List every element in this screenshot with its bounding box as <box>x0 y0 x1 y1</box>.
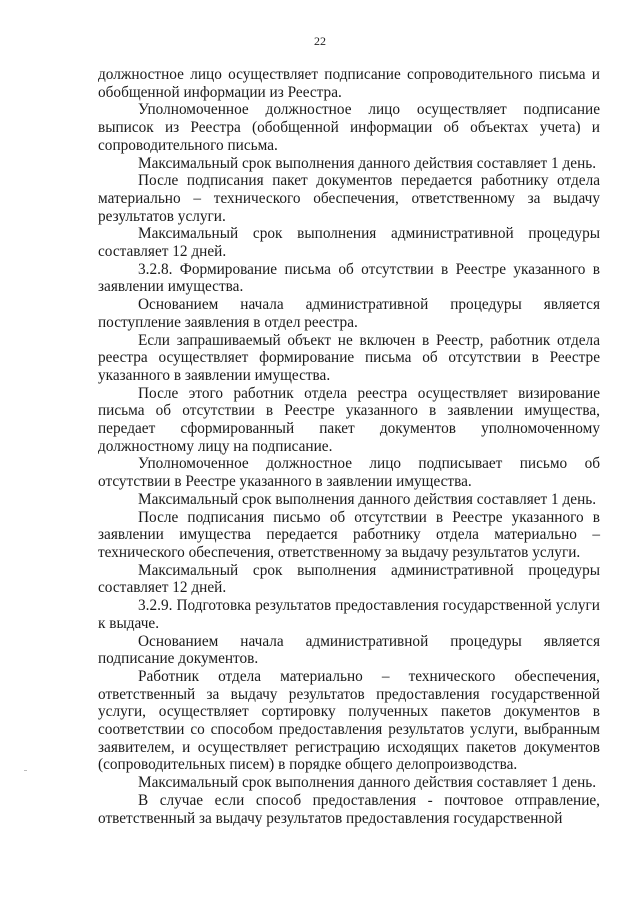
document-body <box>98 66 600 827</box>
page-number: 22 <box>314 34 326 48</box>
paragraph: Максимальный срок выполнения данного действия составляет 1 день. <box>138 490 597 508</box>
paragraph: После подписания письмо об отсутствии в Реестре указанного в заявлении имущества передается работнику отдела материально – технического обеспечения, ответственному за выдачу результатов услуги. <box>98 508 600 561</box>
paragraph: должностное лицо осуществляет подписание сопроводительного письма и обобщенной информации из Реестра. <box>98 66 600 101</box>
paragraph: Максимальный срок выполнения административной процедуры составляет 12 дней. <box>98 561 600 597</box>
paragraph: Уполномоченное должностное лицо осуществляет подписание выписок из Реестра (обобщенной информации об объектах учета) и сопроводительного письма. <box>98 101 600 154</box>
paragraph: После подписания пакет документов передается работнику отдела материально – технического обеспечения, ответственному за выдачу результатов услуги. <box>98 172 600 225</box>
paragraph: Если запрашиваемый объект не включен в Реестр, работник отдела реестра осуществляет формирование письма об отсутствии в Реестре указанного в заявлении имущества. <box>98 331 600 384</box>
section-heading-3-2-8: 3.2.8. Формирование письма об отсутствии в Реестре указанного в заявлении имущества. <box>98 260 600 296</box>
paragraph: Максимальный срок выполнения данного действия составляет 1 день. <box>138 774 597 792</box>
paragraph: После этого работник отдела реестра осуществляет визирование письма об отсутствии в Реестре указанного в заявлении имущества, передает сформированный пакет документов уполномоченному должностному лицу на подписание. <box>98 384 600 455</box>
paragraph: Основанием начала административной процедуры является подписание документов. <box>98 632 600 668</box>
paragraph: Уполномоченное должностное лицо подписывает письмо об отсутствии в Реестре указанного в заявлении имущества. <box>98 455 600 491</box>
section-heading-3-2-9: 3.2.9. Подготовка результатов предоставления государственной услуги к выдаче. <box>98 597 600 632</box>
scan-margin-mark <box>24 770 27 771</box>
paragraph: Основанием начала административной процедуры является поступление заявления в отдел реестра. <box>98 296 600 331</box>
paragraph: Максимальный срок выполнения данного действия составляет 1 день. <box>138 154 597 172</box>
paragraph: Максимальный срок выполнения административной процедуры составляет 12 дней. <box>98 225 600 261</box>
paragraph: В случае если способ предоставления - почтовое отправление, ответственный за выдачу результатов предоставления государственной <box>98 791 600 827</box>
paragraph: Работник отдела материально – технического обеспечения, ответственный за выдачу результатов предоставления государственной услуги, осуществляет сортировку полученных пакетов документов в соответствии со способом предоставления результатов услуги, выбранным заявителем, и осуществляет регистрацию исходящих пакетов документов (сопроводительных писем) в порядке общего делопроизводства. <box>98 667 600 774</box>
